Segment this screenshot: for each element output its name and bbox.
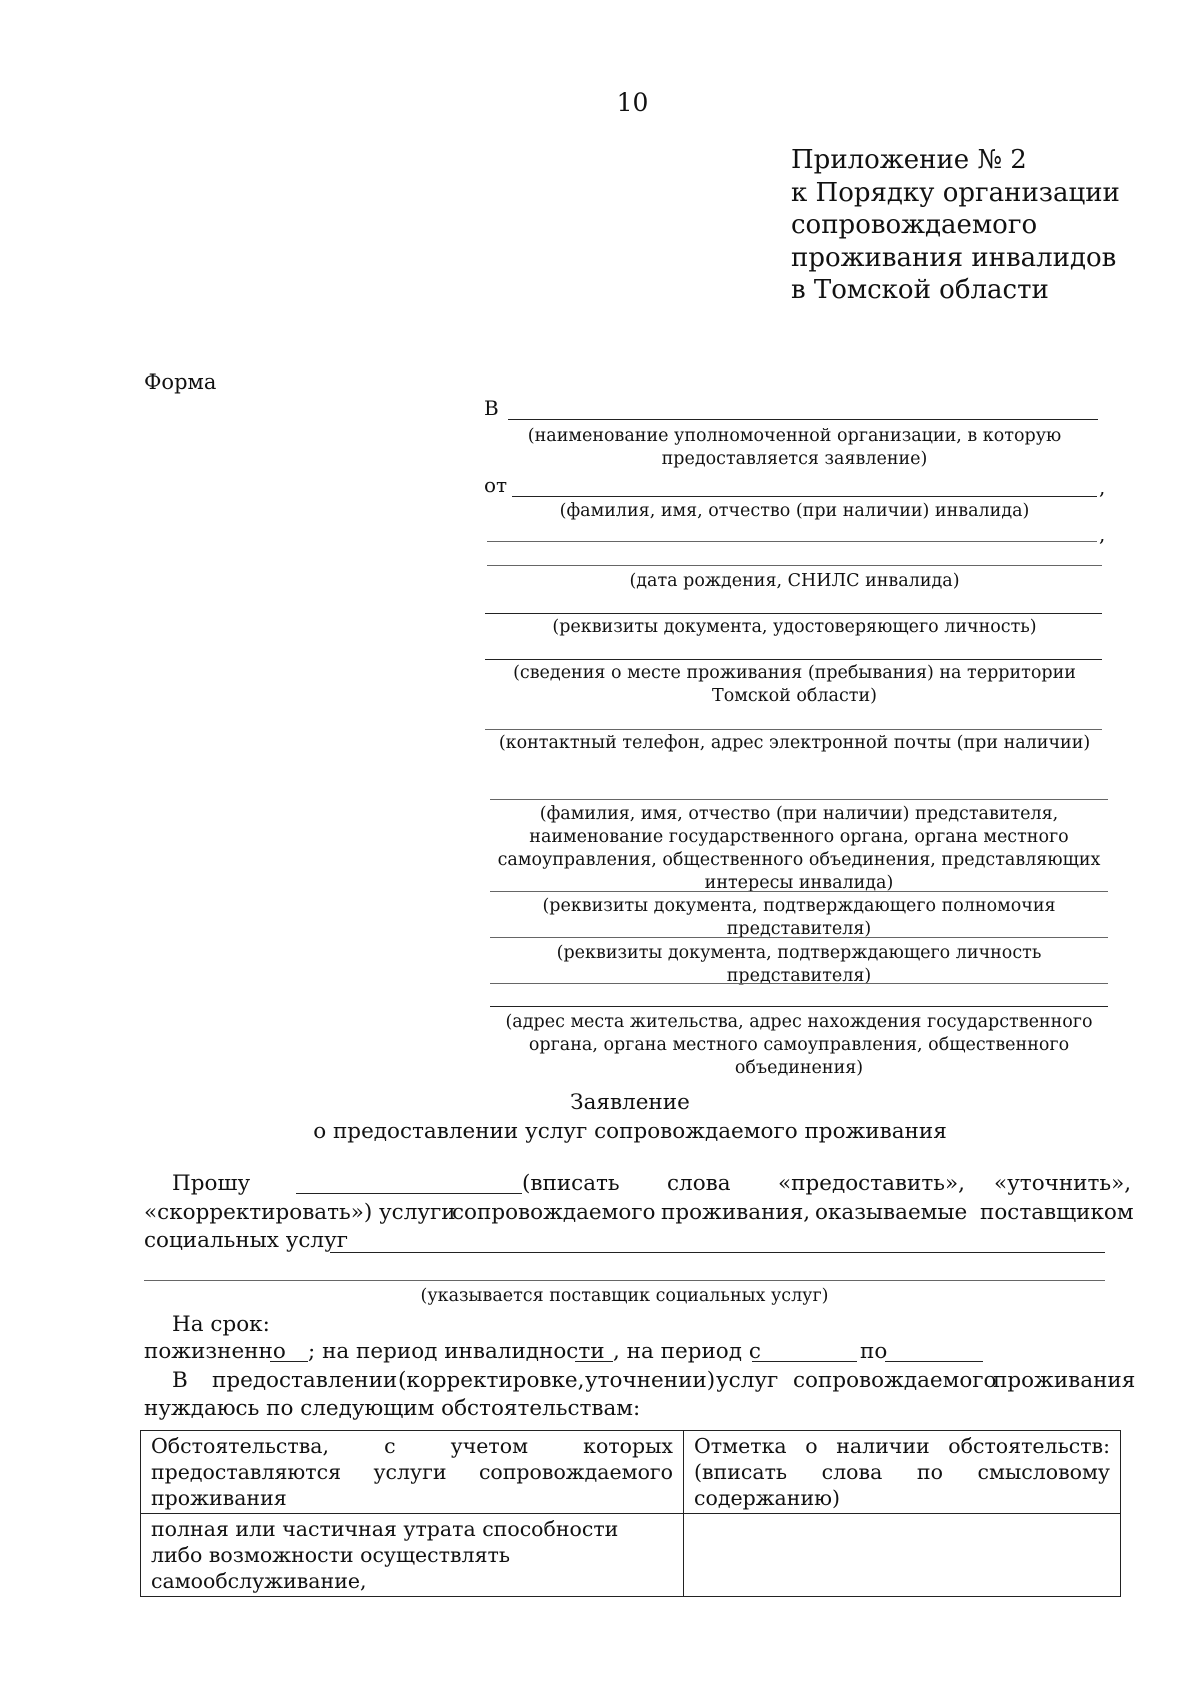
representative-field-line[interactable] xyxy=(490,799,1108,800)
contact-field-line[interactable] xyxy=(485,729,1102,730)
id-doc-caption: (реквизиты документа, удостоверяющего личность) xyxy=(552,617,1037,637)
table-cell-circumstance: полная или частичная утрата способности либо возможности осуществлять самообслуживание, xyxy=(141,1514,684,1597)
p2-l1-word: (корректировке, xyxy=(398,1368,585,1393)
from-field-line[interactable] xyxy=(512,496,1097,497)
p2-l1-word: уточнении) xyxy=(585,1368,716,1393)
title-line-1: Заявление xyxy=(570,1090,690,1115)
birth-field-line[interactable] xyxy=(487,565,1102,566)
residence-caption: (сведения о месте проживания (пребывания) на территории Томской области) xyxy=(513,663,1076,706)
p1-l2-word: проживания, xyxy=(661,1200,811,1225)
provider-field-line[interactable] xyxy=(330,1252,1105,1253)
appendix-line: в Томской области xyxy=(791,275,1049,305)
to-caption: (наименование уполномоченной организации, в которую предоставляется заявление) xyxy=(527,426,1062,469)
representative-caption: (фамилия, имя, отчество (при наличии) представителя, наименование государственного органа, органа местного самоуправления, общественного объединения, представляющих интересы инвалида) xyxy=(497,804,1101,893)
term-period-from-field[interactable] xyxy=(752,1361,857,1362)
from-prefix: от xyxy=(484,473,508,497)
form-label: Форма xyxy=(144,370,217,394)
id-doc-field-line[interactable] xyxy=(485,613,1102,614)
address-field-line-1[interactable] xyxy=(490,983,1108,984)
p1-word: слова xyxy=(667,1171,731,1196)
table-header-row xyxy=(141,1431,1121,1514)
title-line-2: о предоставлении услуг сопровождаемого проживания xyxy=(313,1119,947,1144)
to-field-line[interactable] xyxy=(508,419,1098,420)
p2-l1-word: проживания xyxy=(993,1368,1136,1393)
from-comma: , xyxy=(1099,475,1106,499)
p2-l2-text: нуждаюсь по следующим обстоятельствам: xyxy=(144,1396,641,1421)
p1-l3-text: социальных услуг xyxy=(144,1228,348,1253)
birth-caption: (дата рождения, СНИЛС инвалида) xyxy=(629,571,960,591)
circumstances-table xyxy=(140,1430,1121,1597)
provider-caption: (указывается поставщик социальных услуг) xyxy=(420,1286,829,1306)
appendix-line: сопровождаемого xyxy=(791,210,1038,240)
appendix-line: Приложение № 2 xyxy=(791,145,1027,175)
rep-id-field-line[interactable] xyxy=(490,937,1108,938)
term-disability-label: ; на период инвалидности xyxy=(308,1339,605,1364)
table-header-circumstances: Обстоятельства, с учетом которых предоставляются услуги сопровождаемого проживания xyxy=(141,1431,684,1514)
p2-l1-word: предоставлении xyxy=(212,1368,398,1393)
p1-word: (вписать xyxy=(522,1171,620,1196)
p1-word: «уточнить», xyxy=(994,1171,1132,1196)
request-verb-field[interactable] xyxy=(296,1193,522,1194)
term-label: На срок: xyxy=(172,1312,270,1337)
term-disability-field[interactable] xyxy=(575,1361,613,1362)
fio-caption: (фамилия, имя, отчество (при наличии) инвалида) xyxy=(559,501,1030,521)
to-prefix: В xyxy=(484,396,499,420)
p1-l2-word: «скорректировать») xyxy=(144,1200,373,1225)
p1-l2-word: сопровождаемого xyxy=(452,1200,656,1225)
p1-l2-word: оказываемые xyxy=(815,1200,968,1225)
term-to-label: по xyxy=(860,1339,888,1364)
p1-l2-word: услуги xyxy=(379,1200,456,1225)
authority-doc-caption: (реквизиты документа, подтверждающего полномочия представителя) xyxy=(542,896,1056,939)
p2-l1-word: услуг xyxy=(716,1368,779,1393)
fio-second-line[interactable] xyxy=(487,541,1097,542)
p1-l2-word: поставщиком xyxy=(980,1200,1134,1225)
p2-l1-word: сопровождаемого xyxy=(793,1368,997,1393)
page-number: 10 xyxy=(616,88,649,117)
table-row xyxy=(141,1514,1121,1597)
contact-caption: (контактный телефон, адрес электронной почты (при наличии) xyxy=(498,733,1091,753)
term-lifetime-label: пожизненно xyxy=(144,1339,286,1364)
appendix-line: проживания инвалидов xyxy=(791,242,1117,273)
appendix-line: к Порядку организации xyxy=(791,177,1120,208)
rep-id-caption: (реквизиты документа, подтверждающего личность представителя) xyxy=(556,943,1042,986)
address-field-line-2[interactable] xyxy=(490,1006,1108,1007)
appendix-block xyxy=(791,144,1120,307)
table-header-mark: Отметка о наличии обстоятельств: (вписать слова по смысловому содержанию) xyxy=(684,1431,1121,1514)
authority-doc-field-line[interactable] xyxy=(490,891,1108,892)
term-lifetime-field[interactable] xyxy=(270,1361,308,1362)
p1-word-proshu: Прошу xyxy=(172,1171,251,1196)
residence-field-line[interactable] xyxy=(485,659,1102,660)
table-cell-mark-input[interactable] xyxy=(684,1514,1121,1597)
p1-word: «предоставить», xyxy=(778,1171,965,1196)
provider-field-line-2[interactable] xyxy=(144,1280,1105,1281)
term-period-to-field[interactable] xyxy=(885,1361,983,1362)
fio-second-comma: , xyxy=(1099,522,1106,546)
term-period-label: , на период с xyxy=(613,1339,761,1364)
p2-l1-word: В xyxy=(172,1368,188,1393)
address-caption: (адрес места жительства, адрес нахождения государственного органа, органа местного самоуправления, общественного объединения) xyxy=(505,1012,1093,1078)
